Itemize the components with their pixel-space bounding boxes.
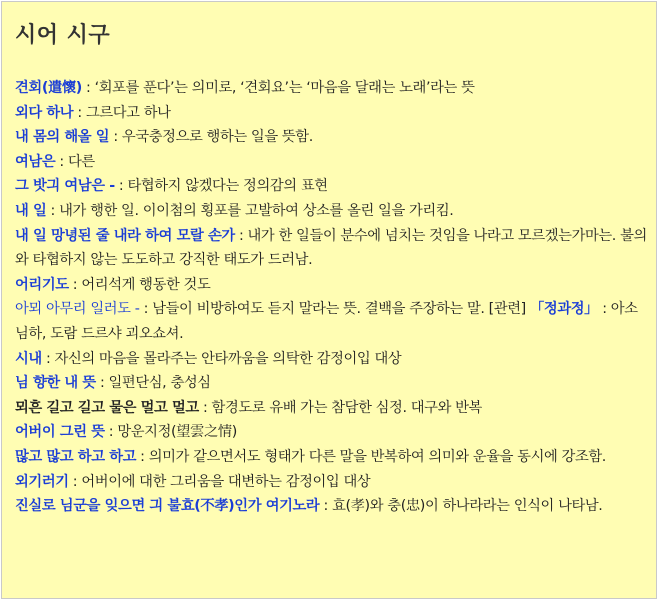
entry-desc: 의미가 같으면서도 형태가 다른 말을 반복하여 의미와 운율을 동시에 강조함. xyxy=(148,448,606,465)
glossary-entry: 진실로 님군을 잊으면 긔 불효(不孝)인가 여기노라 : 효(孝)와 충(忠)이 하나라라는 인식이 나타남. xyxy=(15,498,603,515)
glossary-entry: 외기러기 : 어버이에 대한 그리움을 대변하는 감정이입 대상 xyxy=(15,473,371,490)
glossary-entry: 여남은 : 다른 xyxy=(15,153,95,170)
glossary-entry: 아뫼 아무리 일러도 - : 남들이 비방하여도 듣지 말라는 뜻. 결백을 주장하는 말. [관련] 「정과정」 : 아소 님하, 도람 드르샤 괴오쇼셔. xyxy=(15,301,638,342)
entry-term: 내 일 xyxy=(15,202,47,219)
entry-term: 아뫼 아무리 일러도 - xyxy=(15,301,140,318)
entry-desc-continued: 아소 님하, 도람 드르샤 괴오쇼셔. xyxy=(15,301,638,342)
entry-term: 내 일 망녕된 줄 내라 하여 모랄 손가 xyxy=(15,227,235,244)
page-title: 시어 시구 xyxy=(15,23,111,48)
entry-term: 시내 xyxy=(15,350,42,367)
glossary-entry: 많고 많고 하고 하고 : 의미가 같으면서도 형태가 다른 말을 반복하여 의미와 운율을 동시에 강조함. xyxy=(15,448,606,465)
vocabulary-panel xyxy=(1,1,657,599)
glossary-entry: 견회(遣懷) : ‘회포를 푼다’는 의미로, ‘견회요’는 ‘마음을 달래는 노래’라는 뜻 xyxy=(15,80,475,96)
entry-desc: 내가 행한 일. 이이첨의 횡포를 고발하여 상소를 올린 일을 가리킴. xyxy=(59,202,454,219)
entry-desc: ‘회포를 푼다’는 의미로, ‘견회요’는 ‘마음을 달래는 노래’라는 뜻 xyxy=(94,80,475,96)
glossary-entry: 시내 : 자신의 마음을 몰라주는 안타까움을 의탁한 감정이입 대상 xyxy=(15,350,402,367)
entry-desc: 효(孝)와 충(忠)이 하나라라는 인식이 나타남. xyxy=(332,498,603,515)
entry-desc: 함경도로 유배 가는 참담한 심정. 대구와 반복 xyxy=(211,399,482,416)
entry-term: 견회(遣懷) xyxy=(15,80,82,96)
entry-desc: 자신의 마음을 몰라주는 안타까움을 의탁한 감정이입 대상 xyxy=(54,350,402,367)
entry-desc: 남들이 비방하여도 듣지 말라는 뜻. 결백을 주장하는 말. [관련] xyxy=(152,301,526,318)
entry-term: 내 몸의 해올 일 xyxy=(15,129,110,146)
glossary-entry: 내 일 : 내가 행한 일. 이이첨의 횡포를 고발하여 상소를 올린 일을 가리킴. xyxy=(15,202,454,219)
entry-term: 님 향한 내 뜻 xyxy=(15,375,96,392)
entry-term: 여남은 xyxy=(15,153,56,170)
glossary-entry: 님 향한 내 뜻 : 일편단심, 충성심 xyxy=(15,375,211,392)
entry-term: 진실로 님군을 잊으면 긔 불효(不孝)인가 여기노라 xyxy=(15,498,320,515)
entry-desc: 일편단심, 충성심 xyxy=(108,375,211,392)
glossary-entry: 내 일 망녕된 줄 내라 하여 모랄 손가 : 내가 한 일들이 분수에 넘치는 것임을 나라고 모르겠는가마는. 불의와 타협하지 않는 도도하고 강직한 태도가 드러남. xyxy=(15,227,647,269)
entry-desc: 내가 한 일들이 분수에 넘치는 것임을 나라고 모르겠는가마는. 불의와 타협하지 않는 도도하고 강직한 태도가 드러남. xyxy=(15,227,647,269)
glossary-entry: 어리기도 : 어리석게 행동한 것도 xyxy=(15,276,211,293)
entry-term: 어버이 그린 뜻 xyxy=(15,424,105,441)
entry-term: 뫼흔 길고 길고 물은 멀고 멀고 xyxy=(15,399,199,416)
glossary-entry: 내 몸의 해올 일 : 우국충정으로 행하는 일을 뜻함. xyxy=(15,129,313,146)
entry-desc: 타협하지 않겠다는 정의감의 표현 xyxy=(127,178,328,195)
entry-desc: 다른 xyxy=(67,153,95,170)
glossary-entry: 뫼흔 길고 길고 물은 멀고 멀고 : 함경도로 유배 가는 참담한 심정. 대구와 반복 xyxy=(15,399,482,416)
glossary-entry: 그 밧긔 여남은 - : 타협하지 않겠다는 정의감의 표현 xyxy=(15,178,328,195)
entry-term: 많고 많고 하고 하고 xyxy=(15,448,137,465)
entry-term: 어리기도 xyxy=(15,276,69,293)
entry-desc: 망운지정(望雲之情) xyxy=(117,424,237,441)
entry-term: 외다 하나 xyxy=(15,104,74,121)
glossary-entry: 외다 하나 : 그르다고 하나 xyxy=(15,104,171,121)
entry-desc: 어버이에 대한 그리움을 대변하는 감정이입 대상 xyxy=(81,473,371,490)
entry-term: 외기러기 xyxy=(15,473,69,490)
entry-reference: 「정과정」 xyxy=(530,301,599,318)
entry-desc: 어리석게 행동한 것도 xyxy=(81,276,211,293)
entry-desc: 그르다고 하나 xyxy=(85,104,171,121)
entry-term: 그 밧긔 여남은 - xyxy=(15,178,115,195)
glossary-entry: 어버이 그린 뜻 : 망운지정(望雲之情) xyxy=(15,424,237,441)
entry-desc: 우국충정으로 행하는 일을 뜻함. xyxy=(121,129,313,146)
glossary-list xyxy=(15,76,649,519)
